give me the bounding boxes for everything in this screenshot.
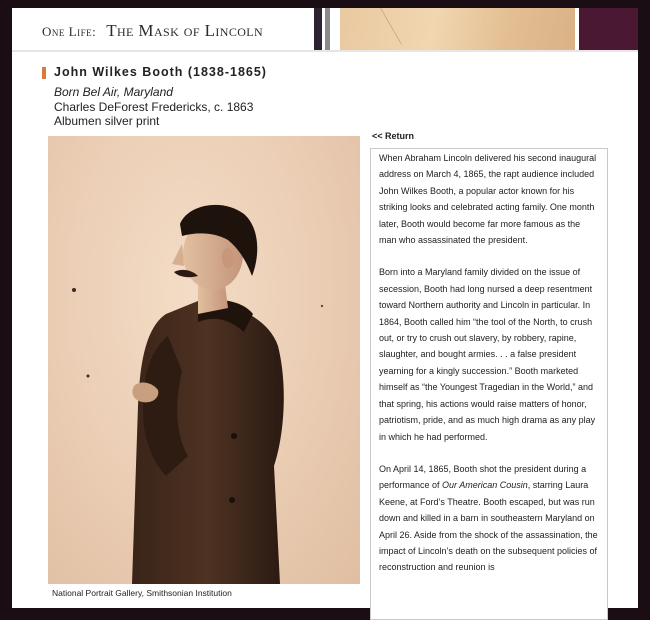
bio-paragraph-1: When Abraham Lincoln delivered his second inaugural address on March 4, 1865, the rapt audience included John Wilkes Booth, a popular actor known for his striking looks and celebrated acting family. One month later, Booth would become far more famous as the man who assassinated the president. [379,153,597,246]
header-bar-gray [325,8,330,50]
booth-portrait-image [48,136,360,584]
site-logo[interactable] [42,21,263,41]
brand-prefix: One Life: [42,24,97,39]
birthplace: Born Bel Air, Maryland [54,85,173,99]
title-accent-bar [42,67,46,79]
header-divider [12,50,638,52]
medium: Albumen silver print [54,114,160,128]
header-paper-image [340,8,575,50]
portrait-photo [48,136,360,584]
bio-paragraph-3-end: , starring Laura Keene, at Ford’s Theatre. Booth escaped, but was run down and killed in a barn in southeastern Maryland on April 26. Aside from the shock of the assassination, the impact of Lincoln’s death on the subsequent policies of reconstruction and reunion is [379,480,598,573]
bio-paragraph-3-start: On April 14, 1865, Booth shot the president during a performance of [379,463,587,491]
play-title: Our American Cousin [442,480,528,491]
page-title: John Wilkes Booth (1838-1865) [54,65,267,79]
header-bar-dark [314,8,322,50]
return-link[interactable]: << Return [372,131,415,141]
bio-paragraph-2: Born into a Maryland family divided on the issue of secession, Booth had long nursed a deep resentment toward Northern authority and Lincoln in particular. In 1864, Booth called him “the tool of the North, to crush out, or try to crush out slavery, by robbery, rapine, slaughter, and bought armies. . . a false president yearning for a kingly succession.” Booth marketed himself as “the Youngest Tragedian in the World,” and that spring, his actions would raise matters of honor, patriotism, pride, and as much high drama as any play in which he had performed. [379,267,596,442]
page [12,8,638,608]
brand-title: The Mask of Lincoln [106,21,264,40]
header-plum-block [579,8,638,50]
biography-text-box[interactable] [370,148,608,620]
bio-paragraph-3 [371,461,607,576]
photo-credit: National Portrait Gallery, Smithsonian Institution [52,588,232,598]
artist-credit: Charles DeForest Fredericks, c. 1863 [54,100,254,114]
site-header [12,8,638,52]
